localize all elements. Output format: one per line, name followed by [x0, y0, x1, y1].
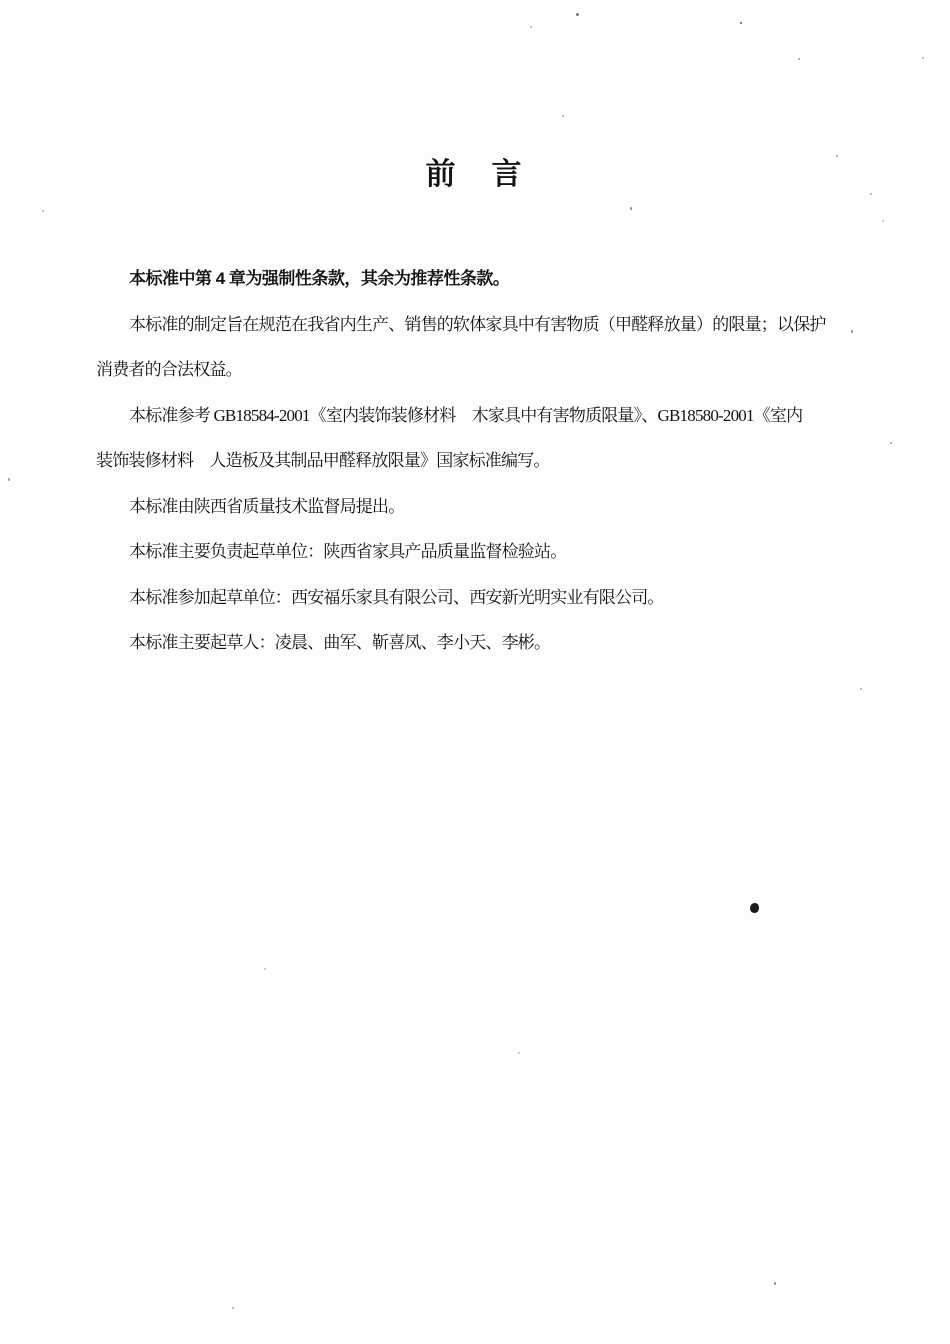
foreword-paragraph [96, 256, 856, 302]
foreword-body [96, 256, 856, 666]
text-line: 本标准主要起草人：凌晨、曲军、靳喜凤、李小天、李彬。 [129, 633, 551, 652]
foreword-paragraph [96, 484, 856, 530]
text-line: 消费者的合法权益。 [96, 360, 242, 379]
scan-speck [630, 207, 632, 210]
scan-speck [774, 1282, 776, 1285]
text-line: 本标准参考 GB18584-2001《室内装饰装修材料 木家具中有害物质限量》、GB18580-2001《室内 [129, 405, 803, 425]
scan-speck [576, 13, 579, 16]
text-line: 本标准主要负责起草单位：陕西省家具产品质量监督检验站。 [129, 542, 567, 561]
text-line: 装饰装修材料 人造板及其制品甲醛释放限量》国家标准编写。 [96, 451, 550, 470]
scan-speck [922, 57, 924, 59]
ink-dot [750, 903, 759, 913]
scan-speck [562, 115, 564, 117]
text-line: 本标准由陕西省质量技术监督局提出。 [129, 496, 405, 516]
foreword-paragraph [96, 529, 856, 575]
scan-speck [518, 1052, 520, 1054]
foreword-paragraph [96, 393, 856, 484]
scan-speck [860, 688, 862, 690]
scan-speck [890, 442, 892, 444]
scan-speck [882, 220, 884, 222]
text-line: 本标准中第 4 章为强制性条款，其余为推荐性条款。 [129, 269, 510, 288]
scan-speck [870, 193, 872, 195]
page-title: 前 言 [425, 158, 525, 191]
text-line: 本标准参加起草单位：西安福乐家具有限公司、西安新光明实业有限公司。 [129, 587, 664, 607]
scan-speck [264, 968, 266, 970]
scan-speck [798, 58, 800, 60]
foreword-paragraph [96, 302, 856, 393]
scan-speck [836, 155, 838, 157]
foreword-paragraph [96, 620, 856, 666]
scan-speck [42, 210, 44, 212]
foreword-paragraph [96, 575, 856, 621]
scan-speck [8, 478, 10, 481]
scan-speck [530, 26, 532, 28]
scan-speck [232, 1307, 234, 1309]
text-line: 本标准的制定旨在规范在我省内生产、销售的软体家具中有害物质（甲醛释放量）的限量；以保护 [129, 314, 826, 334]
scan-speck [740, 22, 742, 24]
